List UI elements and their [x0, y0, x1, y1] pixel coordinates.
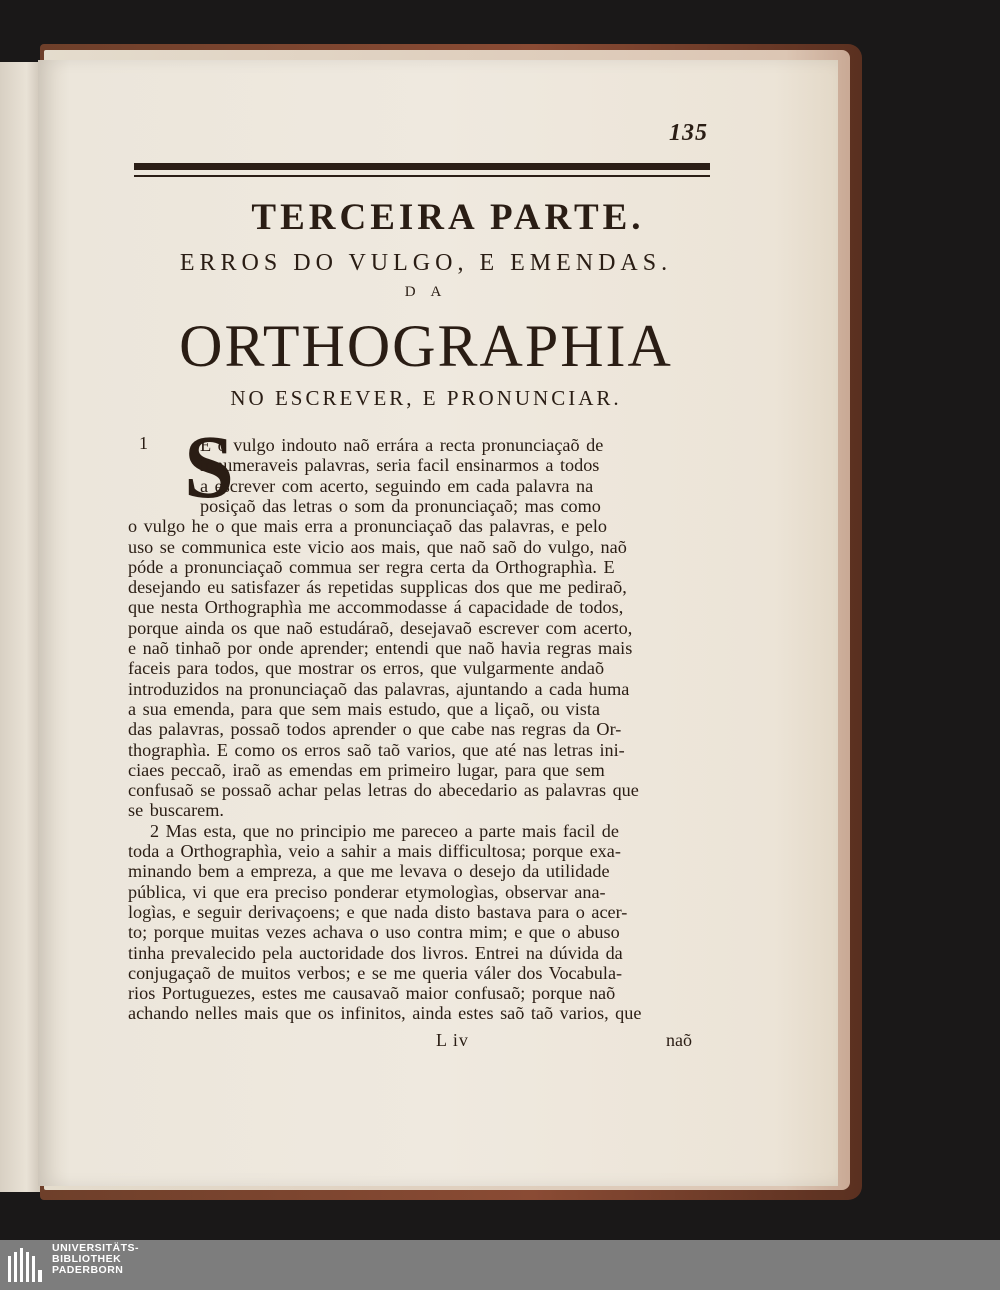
text-line: minando bem a empreza, a que me levava o desejo da utilidade	[128, 861, 610, 882]
text-line: que nesta Orthographìa me accommodasse á capacidade de todos,	[128, 597, 624, 618]
library-footer	[0, 1240, 1000, 1290]
text-line: to; porque muitas vezes achava o uso contra mim; e que o abuso	[128, 922, 620, 943]
text-line: a escrever com acerto, seguindo em cada palavra na	[200, 475, 594, 496]
library-name-line: BIBLIOTHEK	[52, 1253, 122, 1265]
main-title: ORTHOGRAPHIA	[179, 313, 673, 379]
chapter-subtitle: ERROS DO VULGO, E EMENDAS.	[179, 250, 673, 276]
text-line: a sua emenda, para que sem mais estudo, que a liçaõ, ou vista	[128, 698, 600, 719]
library-name	[52, 1243, 139, 1276]
text-line: rios Portuguezes, estes me causavaõ maior confusaõ; porque naõ	[128, 983, 616, 1004]
text-line: 2 Mas esta, que no principio me pareceo a parte mais facil de	[150, 820, 619, 841]
paragraph-number: 1	[139, 433, 148, 453]
text-line: thographìa. E como os erros saõ taõ varios, que até nas letras ini-	[128, 739, 625, 760]
text-line: innumeraveis palavras, seria facil ensinarmos a todos	[200, 455, 600, 476]
title-connector: D A	[404, 284, 448, 300]
text-line: confusaõ se possaõ achar pelas letras do abecedario as palavras que	[128, 780, 639, 801]
text-line: logìas, e seguir derivaçoens; e que nada disto bastava para o acer-	[128, 901, 628, 922]
text-line: das palavras, possaõ todos aprender o que cabe nas regras da Or-	[128, 719, 622, 740]
text-line: achando nelles mais que os infinitos, ainda estes saõ taõ varios, que	[128, 1003, 642, 1024]
text-line: desejando eu satisfazer ás repetidas supplicas dos que me pediraõ,	[128, 577, 627, 598]
text-line: porque ainda os que naõ estudáraõ, desejavaõ escrever com acerto,	[128, 617, 633, 638]
part-title: TERCEIRA PARTE.	[251, 197, 645, 238]
text-line: conjugaçaõ de muitos verbos; e se me queria váler dos Vocabula-	[128, 962, 623, 983]
text-line: e naõ tinhaõ por onde aprender; entendi que naõ havia regras mais	[128, 638, 633, 658]
page-number: 135	[669, 120, 708, 146]
text-line: toda a Orthographìa, veio a sahir a mais difficultosa; porque exa-	[128, 841, 621, 861]
library-name-line: UNIVERSITÄTS-	[52, 1242, 140, 1254]
signature-mark: L iv	[436, 1030, 469, 1050]
text-line: faceis para todos, que mostrar os erros, que vulgarmente andaõ	[128, 658, 605, 679]
catchword: naõ	[666, 1030, 692, 1050]
library-name-line: PADERBORN	[52, 1264, 124, 1276]
text-line: póde a pronunciaçaõ commua ser regra certa da Orthographìa. E	[128, 556, 615, 577]
text-line: se buscarem.	[128, 800, 224, 821]
title-subtitle: NO ESCREVER, E PRONUNCIAR.	[230, 386, 622, 410]
text-line: pública, vi que era preciso ponderar etymologìas, observar ana-	[128, 881, 606, 902]
drop-cap: S	[184, 418, 235, 517]
text-line: uso se communica este vicio aos mais, que naõ saõ do vulgo, naõ	[128, 536, 627, 557]
text-line: posiçaõ das letras o som da pronunciaçaõ; mas como	[200, 495, 601, 516]
text-line: introduzidos na pronunciaçaõ das palavras, ajuntando a cada huma	[128, 678, 630, 699]
header-rule-thin	[134, 175, 710, 177]
library-logo-icon	[8, 1248, 46, 1282]
text-line: ciaes peccaõ, iraõ as emendas em primeiro lugar, para que sem	[128, 759, 605, 780]
book-page	[38, 60, 838, 1186]
text-line: o vulgo he o que mais erra a pronunciaçaõ das palavras, e pelo	[128, 516, 608, 537]
header-rule-thick	[134, 163, 710, 170]
text-line: E o vulgo indouto naõ errára a recta pronunciaçaõ de	[200, 435, 604, 455]
text-line: tinha prevalecido pela auctoridade dos livros. Entrei na dúvida da	[128, 942, 623, 963]
